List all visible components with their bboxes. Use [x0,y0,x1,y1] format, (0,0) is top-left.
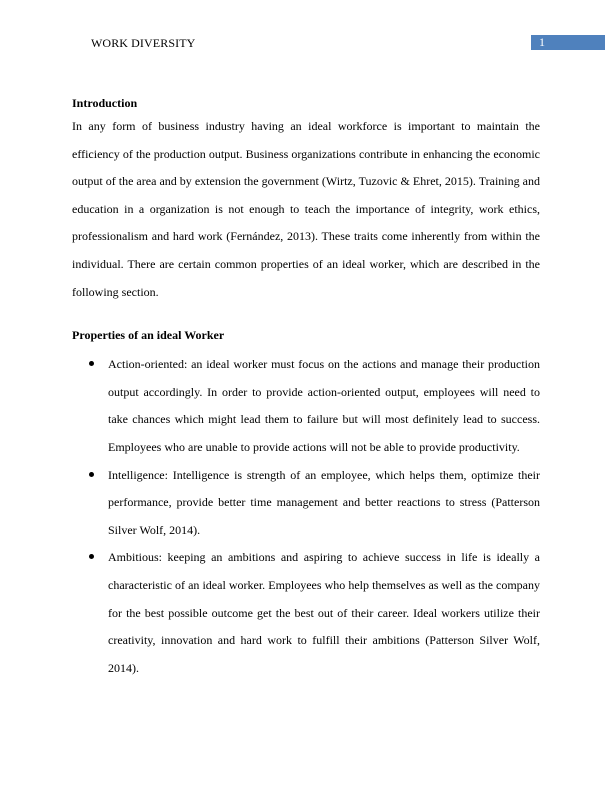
introduction-paragraph: In any form of business industry having an ideal workforce is important to maintain the efficiency of the production output. Business organizations contribute in enhancing the economic output of the area and by extension the government (Wirtz, Tuzovic & Ehret, 2015). Training and education in a organization is not enough to teach the importance of integrity, work ethics, professionalism and hard work (Fernández, 2013). These traits come inherently from within the individual. There are certain common properties of an ideal worker, which are described in the following section. [72,119,540,299]
list-item [72,544,540,682]
properties-heading: Properties of an ideal Worker [72,328,225,343]
running-head: WORK DIVERSITY [91,36,196,50]
introduction-heading: Introduction [72,96,138,110]
list-item-text: Intelligence: Intelligence is strength of an employee, which helps them, optimize their performance, provide better time management and better reactions to stress (Patterson Silver Wolf, 2014). [108,467,540,537]
list-item [72,462,540,545]
properties-list [72,351,540,682]
page-number: 1 [539,35,545,49]
list-item-text: Ambitious: keeping an ambitions and aspiring to achieve success in life is ideally a characteristic of an ideal worker. Employees who help themselves as well as the company for the best possible outcome get the best out of their career. Ideal workers utilize their creativity, innovation and hard work to fulfill their ambitions (Patterson Silver Wolf, 2014). [108,550,540,675]
bullet-icon [89,554,94,559]
bullet-icon [89,472,94,477]
page-number-bar [531,35,605,50]
list-item [72,351,540,461]
list-item-text: Action-oriented: an ideal worker must focus on the actions and manage their production output accordingly. In order to provide action-oriented output, employees will need to take chances which might lead them to failure but will most definitely lead to success. Employees who are unable to provide actions will not be able to provide productivity. [108,357,540,454]
bullet-icon [89,361,94,366]
document-body [72,94,540,682]
